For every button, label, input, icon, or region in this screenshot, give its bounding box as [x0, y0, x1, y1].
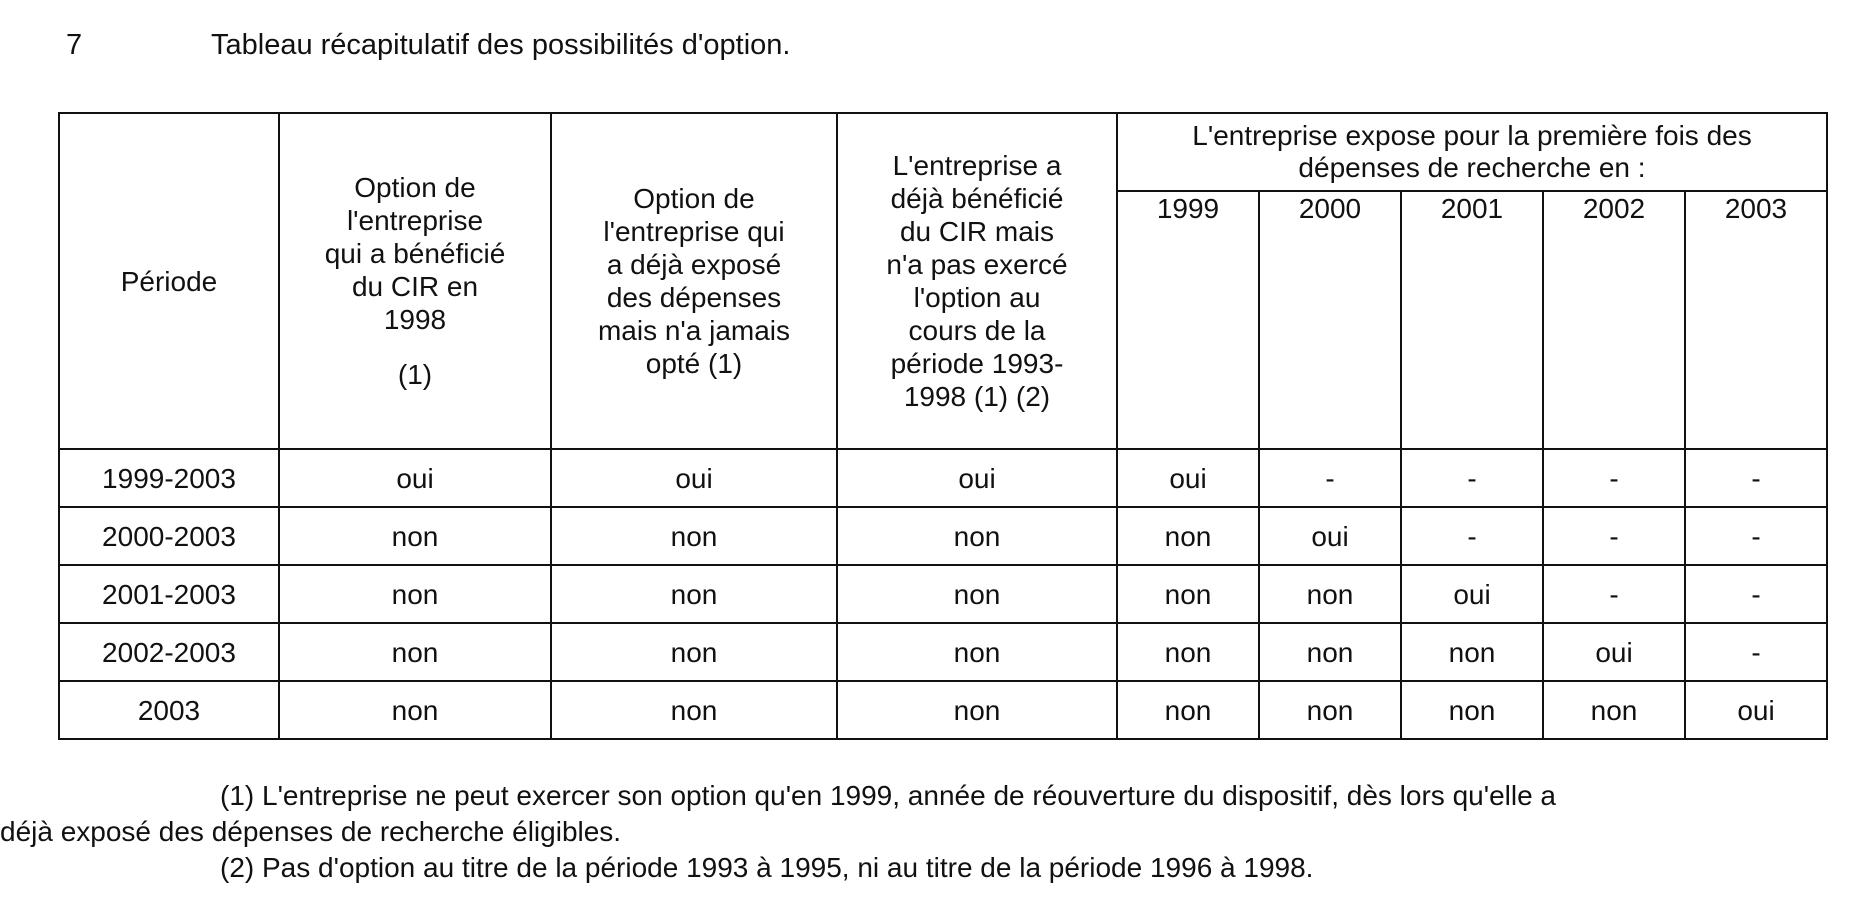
cell-periode: 2003	[59, 681, 279, 739]
header-year: 2001	[1401, 191, 1543, 449]
header-periode: Période	[59, 113, 279, 449]
header-footnote-ref: (1)	[397, 359, 433, 390]
header-line: dépenses de recherche en :	[1298, 152, 1646, 183]
table-cell: non	[551, 565, 837, 623]
table-cell: non	[1259, 623, 1401, 681]
header-line: n'a pas exercé	[886, 249, 1068, 280]
table-cell: non	[1401, 623, 1543, 681]
table-cell: non	[551, 507, 837, 565]
table-cell: non	[551, 623, 837, 681]
header-line: a déjà exposé	[606, 249, 782, 280]
table-cell: non	[1401, 681, 1543, 739]
header-line: opté (1)	[645, 348, 743, 379]
footnote-1-continued: déjà exposé des dépenses de recherche éligibles.	[0, 816, 622, 847]
table-cell: oui	[837, 449, 1117, 507]
header-line: 1998 (1) (2)	[903, 381, 1051, 412]
table-cell: oui	[1543, 623, 1685, 681]
table-cell: oui	[1401, 565, 1543, 623]
header-line: 1998	[383, 304, 447, 335]
table-cell: non	[1543, 681, 1685, 739]
table-cell: non	[279, 623, 551, 681]
header-line: du CIR en	[351, 271, 479, 302]
table-cell: -	[1543, 507, 1685, 565]
header-line: déjà bénéficié	[890, 183, 1064, 214]
table-cell: oui	[1117, 449, 1259, 507]
header-option-cir-1998	[279, 113, 551, 449]
table-cell: non	[551, 681, 837, 739]
table-cell: non	[279, 681, 551, 739]
table-cell: non	[837, 681, 1117, 739]
section-heading	[66, 28, 790, 62]
header-line: des dépenses	[606, 282, 782, 313]
table-row	[59, 565, 1827, 623]
cell-periode: 2001-2003	[59, 565, 279, 623]
table-cell: non	[1117, 623, 1259, 681]
table-cell: -	[1685, 565, 1827, 623]
table-cell: non	[1117, 565, 1259, 623]
table-cell: non	[837, 565, 1117, 623]
header-line: L'entreprise a	[892, 150, 1062, 181]
table-row	[59, 681, 1827, 739]
table-row	[59, 623, 1827, 681]
table-cell: oui	[1685, 681, 1827, 739]
table-cell: oui	[279, 449, 551, 507]
table-row	[59, 507, 1827, 565]
header-option-deja-expose	[551, 113, 837, 449]
header-line: mais n'a jamais	[597, 315, 791, 346]
header-deja-cir-sans-option	[837, 113, 1117, 449]
table-cell: -	[1259, 449, 1401, 507]
table-cell: -	[1685, 507, 1827, 565]
header-line: l'option au	[913, 282, 1041, 313]
header-line: l'entreprise	[346, 205, 484, 236]
header-line: période 1993-	[890, 348, 1064, 379]
header-year: 1999	[1117, 191, 1259, 449]
table-row	[59, 449, 1827, 507]
header-line: l'entreprise qui	[603, 216, 785, 247]
header-year: 2000	[1259, 191, 1401, 449]
table-cell: non	[1259, 681, 1401, 739]
table-cell: oui	[551, 449, 837, 507]
cell-periode: 2002-2003	[59, 623, 279, 681]
section-number: 7	[66, 29, 83, 61]
table-cell: oui	[1259, 507, 1401, 565]
header-first-expense-group	[1117, 113, 1827, 191]
table-cell: -	[1543, 449, 1685, 507]
table-cell: non	[1117, 507, 1259, 565]
table-header-row	[59, 113, 1827, 191]
cell-periode: 2000-2003	[59, 507, 279, 565]
footnote-1: (1) L'entreprise ne peut exercer son option qu'en 1999, année de réouverture du dispositif, dès lors qu'elle a	[220, 780, 1557, 811]
header-year: 2003	[1685, 191, 1827, 449]
table-cell: non	[279, 565, 551, 623]
header-line: cours de la	[908, 315, 1046, 346]
header-line: qui a bénéficié	[324, 238, 506, 269]
table-cell: non	[1259, 565, 1401, 623]
table-cell: -	[1401, 507, 1543, 565]
header-year: 2002	[1543, 191, 1685, 449]
table-cell: non	[837, 623, 1117, 681]
table-cell: non	[279, 507, 551, 565]
table-cell: -	[1401, 449, 1543, 507]
footnote-2: (2) Pas d'option au titre de la période 1993 à 1995, ni au titre de la période 1996 à 1998.	[220, 852, 1314, 883]
header-line: Option de	[354, 172, 476, 203]
cell-periode: 1999-2003	[59, 449, 279, 507]
header-line: Option de	[633, 183, 755, 214]
table-cell: non	[1117, 681, 1259, 739]
table-cell: -	[1543, 565, 1685, 623]
section-title: Tableau récapitulatif des possibilités d'option.	[211, 29, 791, 61]
table-cell: non	[837, 507, 1117, 565]
table-cell: -	[1685, 449, 1827, 507]
summary-table	[58, 112, 1828, 740]
footnotes	[0, 778, 1856, 886]
header-line: L'entreprise expose pour la première fois des	[1192, 120, 1752, 151]
header-line: du CIR mais	[899, 216, 1055, 247]
table-cell: -	[1685, 623, 1827, 681]
